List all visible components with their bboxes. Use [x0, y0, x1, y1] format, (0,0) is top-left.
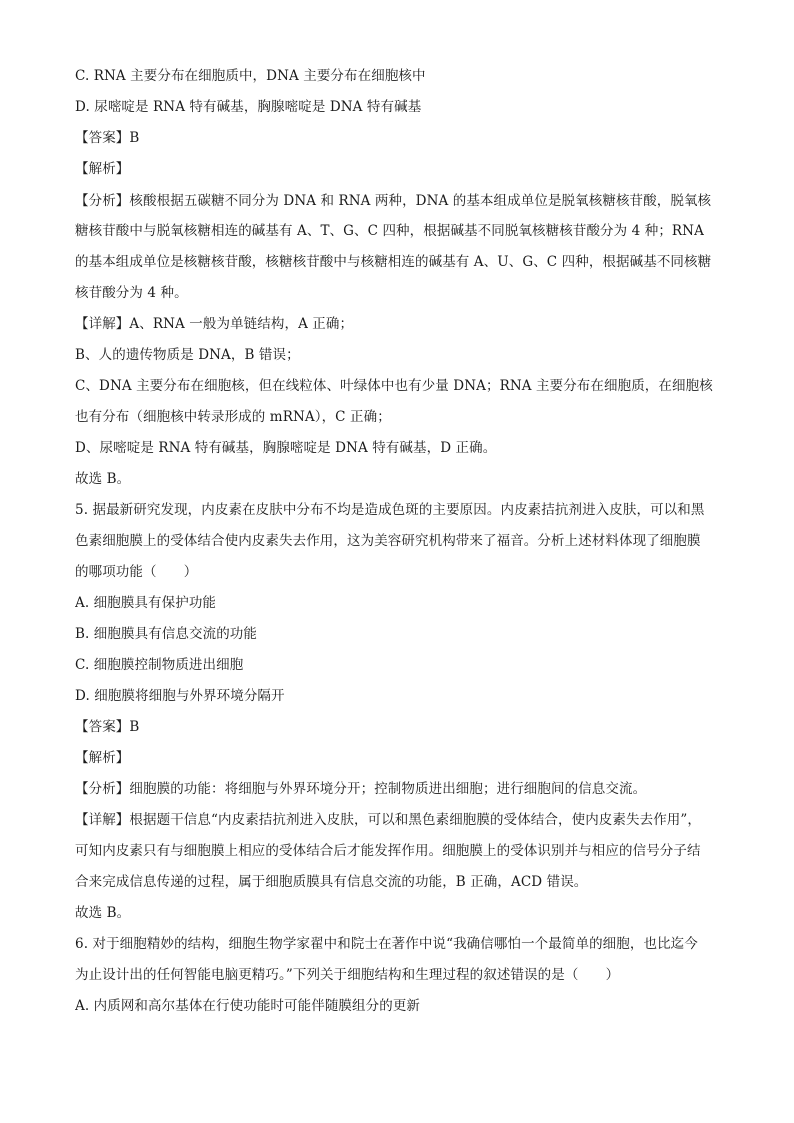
explanation-line: 合来完成信息传递的过程，属于细胞质膜具有信息交流的功能，B 正确，ACD 错误。: [75, 874, 588, 890]
option-c-line: C. RNA 主要分布在细胞质中，DNA 主要分布在细胞核中: [75, 68, 426, 84]
conclusion-line: 故选 B。: [75, 471, 131, 487]
answer-label: 【答案】B: [75, 130, 140, 146]
analysis-paragraph-line: 核苷酸分为 4 种。: [75, 285, 188, 301]
answer-label: 【答案】B: [75, 719, 140, 735]
analysis-paragraph-line: 【分析】核酸根据五碳糖不同分为 DNA 和 RNA 两种，DNA 的基本组成单位是脱氧核糖核苷酸，脱氧核: [75, 193, 712, 209]
question-5-option-d: D. 细胞膜将细胞与外界环境分隔开: [75, 688, 285, 704]
explanation-line: 可知内皮素只有与细胞膜上相应的受体结合后才能发挥作用。细胞膜上的受体识别并与相应的信号分子结: [75, 843, 701, 859]
analysis-paragraph-line: 【分析】细胞膜的功能：将细胞与外界环境分开；控制物质进出细胞；进行细胞间的信息交流。: [75, 781, 647, 797]
conclusion-line: 故选 B。: [75, 905, 131, 921]
question-5-stem: 的哪项功能（ ）: [75, 564, 198, 580]
explanation-line: B、人的遗传物质是 DNA，B 错误；: [75, 347, 300, 363]
analysis-paragraph-line: 的基本组成单位是核糖核苷酸，核糖核苷酸中与核糖相连的碱基有 A、U、G、C 四种，根据碱基不同核糖: [75, 254, 712, 270]
question-6-stem: 为止设计出的任何智能电脑更精巧。”下列关于细胞结构和生理过程的叙述错误的是（ ）: [75, 967, 620, 983]
option-d-line: D. 尿嘧啶是 RNA 特有碱基，胸腺嘧啶是 DNA 特有碱基: [75, 99, 422, 115]
question-5-stem: 色素细胞膜上的受体结合使内皮素失去作用，这为美容研究机构带来了福音。分析上述材料体现了细胞膜: [75, 533, 701, 549]
question-5-stem: 5. 据最新研究发现，内皮素在皮肤中分布不均是造成色斑的主要原因。内皮素拮抗剂进入皮肤，可以和黑: [75, 502, 705, 518]
explanation-line: 【详解】A、RNA 一般为单链结构，A 正确；: [75, 316, 354, 332]
question-5-option-c: C. 细胞膜控制物质进出细胞: [75, 657, 244, 673]
question-5-option-a: A. 细胞膜具有保护功能: [75, 595, 217, 611]
question-6-option-a: A. 内质网和高尔基体在行使功能时可能伴随膜组分的更新: [75, 998, 421, 1014]
explanation-line: D、尿嘧啶是 RNA 特有碱基，胸腺嘧啶是 DNA 特有碱基，D 正确。: [75, 440, 497, 456]
explanation-line: 也有分布（细胞核中转录形成的 mRNA），C 正确；: [75, 409, 391, 425]
explanation-line: 【详解】根据题干信息“内皮素拮抗剂进入皮肤，可以和黑色素细胞膜的受体结合，使内皮素失去作用”，: [75, 812, 702, 828]
explanation-line: C、DNA 主要分布在细胞核，但在线粒体、叶绿体中也有少量 DNA；RNA 主要分布在细胞质，在细胞核: [75, 378, 713, 394]
question-5-option-b: B. 细胞膜具有信息交流的功能: [75, 626, 258, 642]
analysis-label: 【解析】: [75, 161, 130, 177]
analysis-label: 【解析】: [75, 750, 130, 766]
analysis-paragraph-line: 糖核苷酸中与脱氧核糖相连的碱基有 A、T、G、C 四种，根据碱基不同脱氧核糖核苷酸分为 4 种；RNA: [75, 223, 704, 239]
question-6-stem: 6. 对于细胞精妙的结构，细胞生物学家翟中和院士在著作中说“我确信哪怕一个最简单的细胞，也比迄今: [75, 936, 698, 952]
